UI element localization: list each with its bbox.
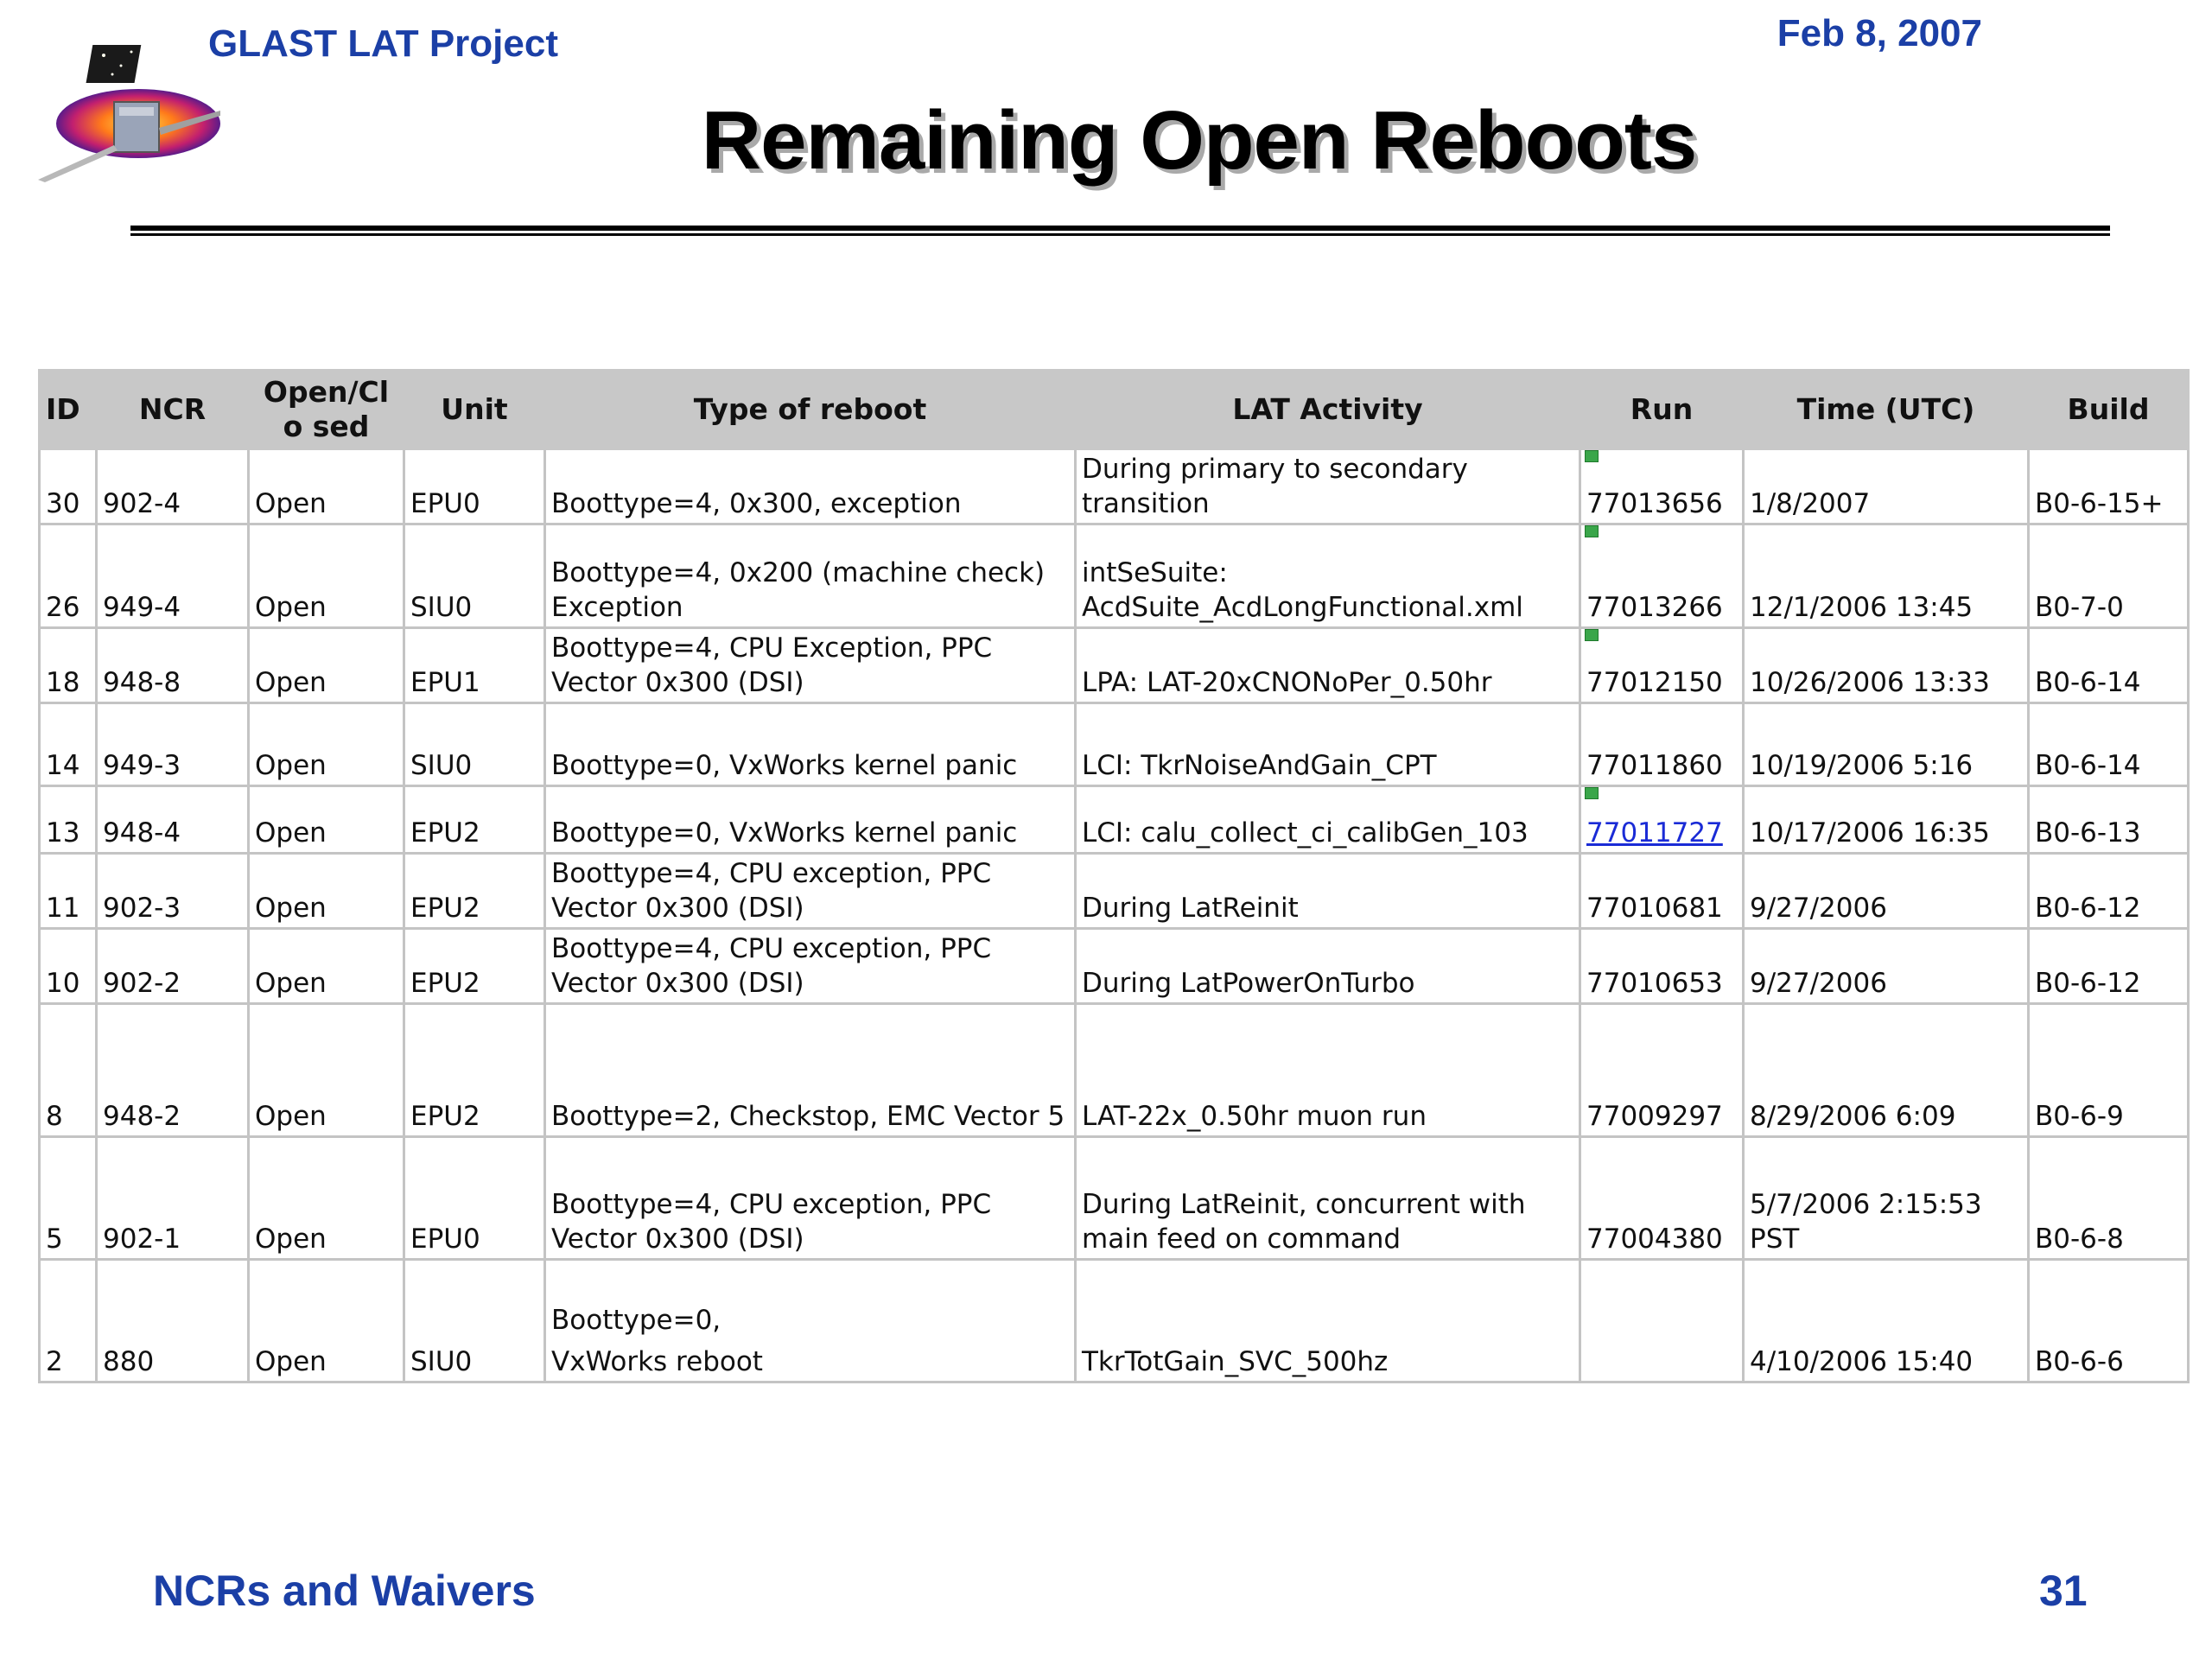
cell-lat-activity — [1076, 449, 1580, 524]
cell-ncr: 902-3 — [97, 854, 249, 929]
table-row — [40, 929, 2189, 1004]
cell-lat-activity-line: During LatReinit — [1082, 893, 1299, 924]
cell-id: 10 — [40, 929, 97, 1004]
cell-time-line: 9/27/2006 — [1750, 968, 1887, 999]
table-body — [40, 449, 2189, 1382]
cell-time — [1744, 703, 2029, 786]
cell-unit: EPU0 — [404, 1137, 545, 1260]
cell-status: Open — [249, 786, 404, 854]
cell-time-line: 9/27/2006 — [1750, 893, 1887, 924]
run-number: 77013266 — [1586, 592, 1723, 623]
cell-time — [1744, 449, 2029, 524]
cell-run — [1580, 628, 1744, 703]
cell-time — [1744, 628, 2029, 703]
cell-reboot-type-line: Vector 0x300 (DSI) — [551, 893, 804, 924]
cell-time — [1744, 1260, 2029, 1382]
table-row — [40, 1260, 2189, 1382]
cell-lat-activity — [1076, 524, 1580, 628]
cell-reboot-type — [545, 1004, 1076, 1137]
cell-time — [1744, 524, 2029, 628]
footer-section: NCRs and Waivers — [153, 1567, 536, 1615]
cell-reboot-type — [545, 786, 1076, 854]
run-number: 77011860 — [1586, 750, 1723, 781]
cell-reboot-type-line: Vector 0x300 (DSI) — [551, 1224, 804, 1255]
cell-lat-activity-line: LAT-22x_0.50hr muon run — [1082, 1101, 1427, 1132]
table-header-row — [40, 371, 2189, 449]
cell-lat-activity-line: intSeSuite: — [1082, 557, 1228, 588]
cell-id: 30 — [40, 449, 97, 524]
run-number: 77009297 — [1586, 1101, 1723, 1132]
cell-id: 14 — [40, 703, 97, 786]
cell-time-line: 1/8/2007 — [1750, 488, 1871, 519]
cell-run — [1580, 1260, 1744, 1382]
table-row — [40, 1004, 2189, 1137]
cell-run — [1580, 854, 1744, 929]
cell-status: Open — [249, 1004, 404, 1137]
cell-lat-activity-line: LCI: TkrNoiseAndGain_CPT — [1082, 750, 1437, 781]
cell-lat-activity — [1076, 1137, 1580, 1260]
cell-time-line: 4/10/2006 15:40 — [1750, 1346, 1974, 1377]
cell-reboot-type-line: Boottype=4, CPU exception, PPC — [551, 1189, 992, 1220]
cell-run — [1580, 524, 1744, 628]
cell-unit: SIU0 — [404, 703, 545, 786]
cell-unit: EPU1 — [404, 628, 545, 703]
table-row — [40, 628, 2189, 703]
cell-time-line: 8/29/2006 6:09 — [1750, 1101, 1956, 1132]
cell-build: B0-6-9 — [2029, 1004, 2189, 1137]
cell-lat-activity-line: During LatPowerOnTurbo — [1082, 968, 1415, 999]
table-row — [40, 524, 2189, 628]
table-row — [40, 703, 2189, 786]
cell-time-line: 10/26/2006 13:33 — [1750, 667, 1990, 698]
comment-flag-icon — [1585, 450, 1599, 462]
cell-lat-activity-line: During LatReinit, concurrent with — [1082, 1189, 1526, 1220]
cell-lat-activity — [1076, 786, 1580, 854]
cell-unit: EPU2 — [404, 1004, 545, 1137]
cell-time — [1744, 1137, 2029, 1260]
cell-time-line: 10/19/2006 5:16 — [1750, 750, 1974, 781]
cell-reboot-type-line: Boottype=4, 0x200 (machine check) — [551, 557, 1046, 588]
cell-id: 5 — [40, 1137, 97, 1260]
cell-unit: EPU2 — [404, 854, 545, 929]
project-name: GLAST LAT Project — [208, 22, 558, 65]
cell-status: Open — [249, 524, 404, 628]
table-row — [40, 449, 2189, 524]
cell-reboot-type-line: Boottype=0, — [551, 1305, 721, 1336]
cell-ncr: 880 — [97, 1260, 249, 1382]
cell-status: Open — [249, 1137, 404, 1260]
cell-lat-activity-line: LCI: calu_collect_ci_calibGen_103 — [1082, 817, 1529, 849]
cell-run — [1580, 1004, 1744, 1137]
column-header: NCR — [97, 371, 249, 449]
cell-status: Open — [249, 703, 404, 786]
cell-lat-activity-line: TkrTotGain_SVC_500hz — [1082, 1346, 1389, 1377]
cell-lat-activity — [1076, 703, 1580, 786]
cell-time-line: PST — [1750, 1224, 1800, 1255]
cell-ncr: 902-1 — [97, 1137, 249, 1260]
cell-time-line: 12/1/2006 13:45 — [1750, 592, 1974, 623]
cell-unit: EPU2 — [404, 929, 545, 1004]
cell-ncr: 948-8 — [97, 628, 249, 703]
cell-run — [1580, 703, 1744, 786]
cell-time-line: 10/17/2006 16:35 — [1750, 817, 1990, 849]
cell-reboot-type — [545, 929, 1076, 1004]
column-header: ID — [40, 371, 97, 449]
cell-status: Open — [249, 449, 404, 524]
cell-ncr: 949-4 — [97, 524, 249, 628]
column-header: Build — [2029, 371, 2189, 449]
cell-reboot-type-line: Boottype=4, CPU exception, PPC — [551, 933, 992, 964]
cell-reboot-type-line: Exception — [551, 592, 683, 623]
cell-build: B0-6-12 — [2029, 929, 2189, 1004]
page-number: 31 — [2039, 1567, 2088, 1615]
run-link[interactable]: 77011727 — [1586, 817, 1723, 849]
cell-status: Open — [249, 628, 404, 703]
cell-reboot-type — [545, 854, 1076, 929]
cell-status: Open — [249, 1260, 404, 1382]
cell-time — [1744, 1004, 2029, 1137]
cell-id: 18 — [40, 628, 97, 703]
cell-time — [1744, 854, 2029, 929]
column-header: Open/Clo sed — [249, 371, 404, 449]
cell-id: 26 — [40, 524, 97, 628]
cell-lat-activity — [1076, 929, 1580, 1004]
comment-flag-icon — [1585, 525, 1599, 537]
cell-reboot-type-line: Boottype=0, VxWorks kernel panic — [551, 750, 1018, 781]
table-row — [40, 786, 2189, 854]
cell-reboot-type-line: Boottype=4, 0x300, exception — [551, 488, 962, 519]
cell-reboot-type — [545, 449, 1076, 524]
cell-time — [1744, 929, 2029, 1004]
run-number: 77012150 — [1586, 667, 1723, 698]
cell-reboot-type-line: Boottype=4, CPU exception, PPC — [551, 858, 992, 889]
cell-reboot-type-line: Boottype=4, CPU Exception, PPC — [551, 632, 993, 664]
cell-build: B0-7-0 — [2029, 524, 2189, 628]
comment-flag-icon — [1585, 787, 1599, 799]
cell-build: B0-6-14 — [2029, 628, 2189, 703]
cell-id: 8 — [40, 1004, 97, 1137]
cell-unit: SIU0 — [404, 1260, 545, 1382]
cell-lat-activity — [1076, 854, 1580, 929]
cell-reboot-type-line: VxWorks reboot — [551, 1346, 763, 1377]
cell-lat-activity-line: transition — [1082, 488, 1210, 519]
column-header: LAT Activity — [1076, 371, 1580, 449]
run-number: 77010653 — [1586, 968, 1723, 999]
slide-date: Feb 8, 2007 — [1777, 12, 1982, 54]
cell-reboot-type-line: Boottype=0, VxWorks kernel panic — [551, 817, 1018, 849]
cell-id: 2 — [40, 1260, 97, 1382]
cell-lat-activity — [1076, 1260, 1580, 1382]
reboots-table — [38, 369, 2190, 1383]
cell-run — [1580, 449, 1744, 524]
cell-status: Open — [249, 929, 404, 1004]
cell-lat-activity — [1076, 628, 1580, 703]
cell-build: B0-6-6 — [2029, 1260, 2189, 1382]
cell-build: B0-6-8 — [2029, 1137, 2189, 1260]
cell-run — [1580, 786, 1744, 854]
cell-ncr: 948-4 — [97, 786, 249, 854]
cell-run — [1580, 1137, 1744, 1260]
cell-build: B0-6-12 — [2029, 854, 2189, 929]
cell-reboot-type-line: Boottype=2, Checkstop, EMC Vector 5 — [551, 1101, 1065, 1132]
cell-id: 11 — [40, 854, 97, 929]
cell-build: B0-6-13 — [2029, 786, 2189, 854]
cell-time — [1744, 786, 2029, 854]
title-divider-thin — [130, 233, 2110, 236]
run-number: 77004380 — [1586, 1224, 1723, 1255]
cell-ncr: 902-4 — [97, 449, 249, 524]
cell-unit: SIU0 — [404, 524, 545, 628]
cell-unit: EPU2 — [404, 786, 545, 854]
cell-lat-activity-line: AcdSuite_AcdLongFunctional.xml — [1082, 592, 1523, 623]
column-header: Unit — [404, 371, 545, 449]
cell-build: B0-6-15+ — [2029, 449, 2189, 524]
cell-reboot-type — [545, 1260, 1076, 1382]
cell-ncr: 949-3 — [97, 703, 249, 786]
run-number: 77010681 — [1586, 893, 1723, 924]
cell-ncr: 902-2 — [97, 929, 249, 1004]
table-row — [40, 1137, 2189, 1260]
comment-flag-icon — [1585, 629, 1599, 641]
cell-lat-activity-line: LPA: LAT-20xCNONoPer_0.50hr — [1082, 667, 1492, 698]
cell-run — [1580, 929, 1744, 1004]
cell-time-line: 5/7/2006 2:15:53 — [1750, 1189, 1982, 1220]
cell-reboot-type — [545, 524, 1076, 628]
cell-reboot-type-line: Vector 0x300 (DSI) — [551, 968, 804, 999]
cell-build: B0-6-14 — [2029, 703, 2189, 786]
cell-reboot-type — [545, 703, 1076, 786]
slide-title: Remaining Open Reboots — [701, 94, 1697, 187]
column-header: Type of reboot — [545, 371, 1076, 449]
cell-reboot-type-line: Vector 0x300 (DSI) — [551, 667, 804, 698]
cell-lat-activity — [1076, 1004, 1580, 1137]
cell-reboot-type — [545, 628, 1076, 703]
cell-reboot-type — [545, 1137, 1076, 1260]
cell-lat-activity-line: main feed on command — [1082, 1224, 1402, 1255]
column-header: Run — [1580, 371, 1744, 449]
cell-ncr: 948-2 — [97, 1004, 249, 1137]
cell-unit: EPU0 — [404, 449, 545, 524]
run-number: 77013656 — [1586, 488, 1723, 519]
cell-lat-activity-line: During primary to secondary — [1082, 454, 1468, 485]
column-header: Time (UTC) — [1744, 371, 2029, 449]
table-row — [40, 854, 2189, 929]
cell-id: 13 — [40, 786, 97, 854]
title-divider — [130, 226, 2110, 231]
cell-status: Open — [249, 854, 404, 929]
